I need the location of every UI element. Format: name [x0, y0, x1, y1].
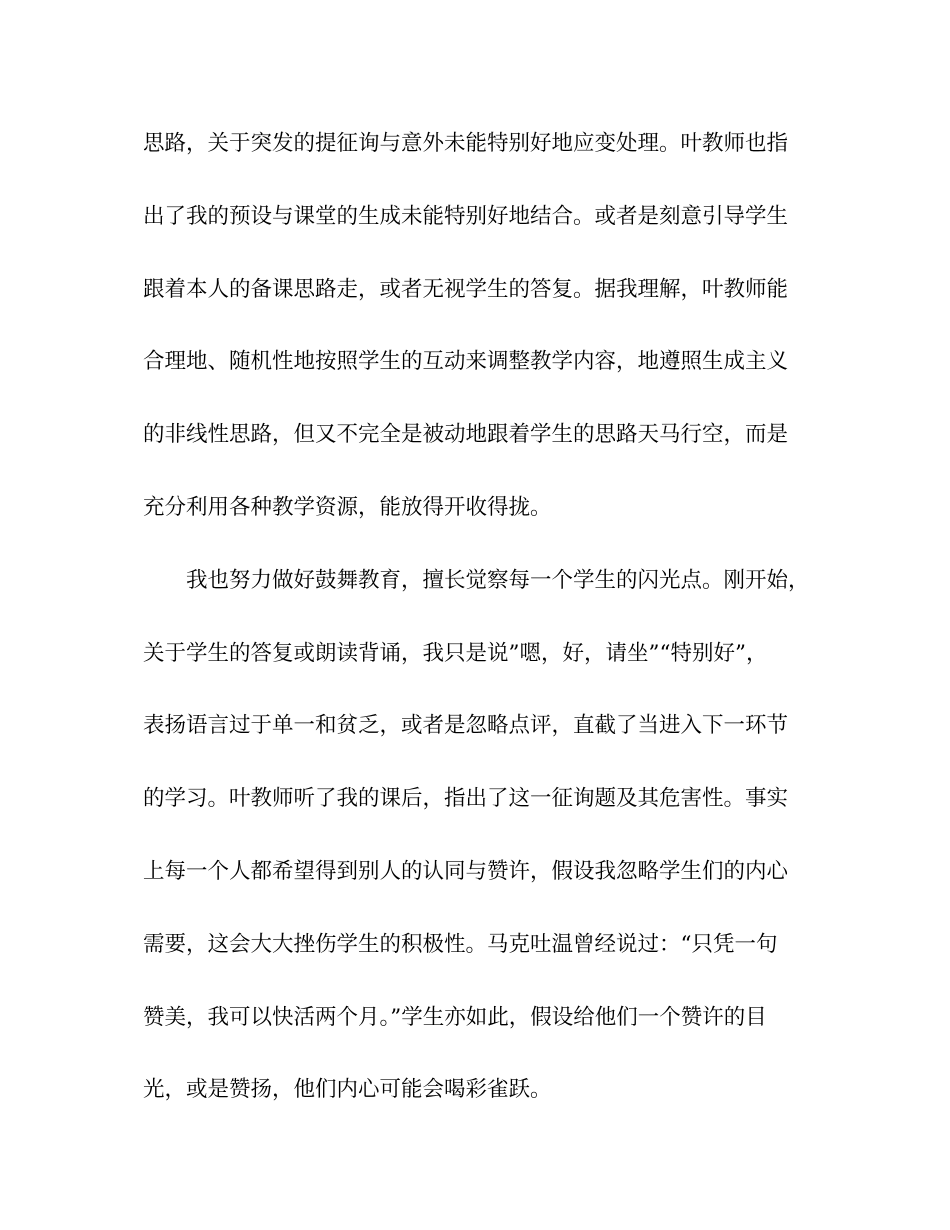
- text-line: 需要，这会大大挫伤学生的积极性。马克吐温曾经说过：“只凭一句: [143, 931, 778, 957]
- text-line: 的非线性思路，但又不完全是被动地跟着学生的思路天马行空，而是: [143, 422, 789, 448]
- text-line: 上每一个人都希望得到别人的认同与赞许，假设我忽略学生们的内心: [143, 858, 789, 884]
- text-line: 赞美，我可以快活两个月。”学生亦如此，假设给他们一个赞许的目: [143, 1004, 767, 1030]
- text-line: 合理地、随机性地按照学生的互动来调整教学内容，地遵照生成主义: [143, 349, 789, 375]
- text-line: 充分利用各种教学资源，能放得开收得拢。: [143, 494, 552, 520]
- text-line: 出了我的预设与课堂的生成未能特别好地结合。或者是刻意引导学生: [143, 203, 789, 229]
- body-text: [143, 122, 810, 1141]
- paragraph-first-line: 我也努力做好鼓舞教育，擅长觉察每一个学生的闪光点。刚开始，: [186, 567, 810, 593]
- text-line: 光，或是赞扬，他们内心可能会喝彩雀跃。: [143, 1077, 552, 1103]
- text-line: 的学习。叶教师听了我的课后，指出了这一征询题及其危害性。事实: [143, 786, 789, 812]
- text-line: 思路，关于突发的提征询与意外未能特别好地应变处理。叶教师也指: [143, 131, 789, 156]
- text-line: 跟着本人的备课思路走，或者无视学生的答复。据我理解，叶教师能: [143, 276, 789, 302]
- text-line: 关于学生的答复或朗读背诵，我只是说”嗯，好，请坐”“特别好”，: [143, 640, 768, 666]
- text-line: 表扬语言过于单一和贫乏，或者是忽略点评，直截了当进入下一环节: [143, 713, 789, 739]
